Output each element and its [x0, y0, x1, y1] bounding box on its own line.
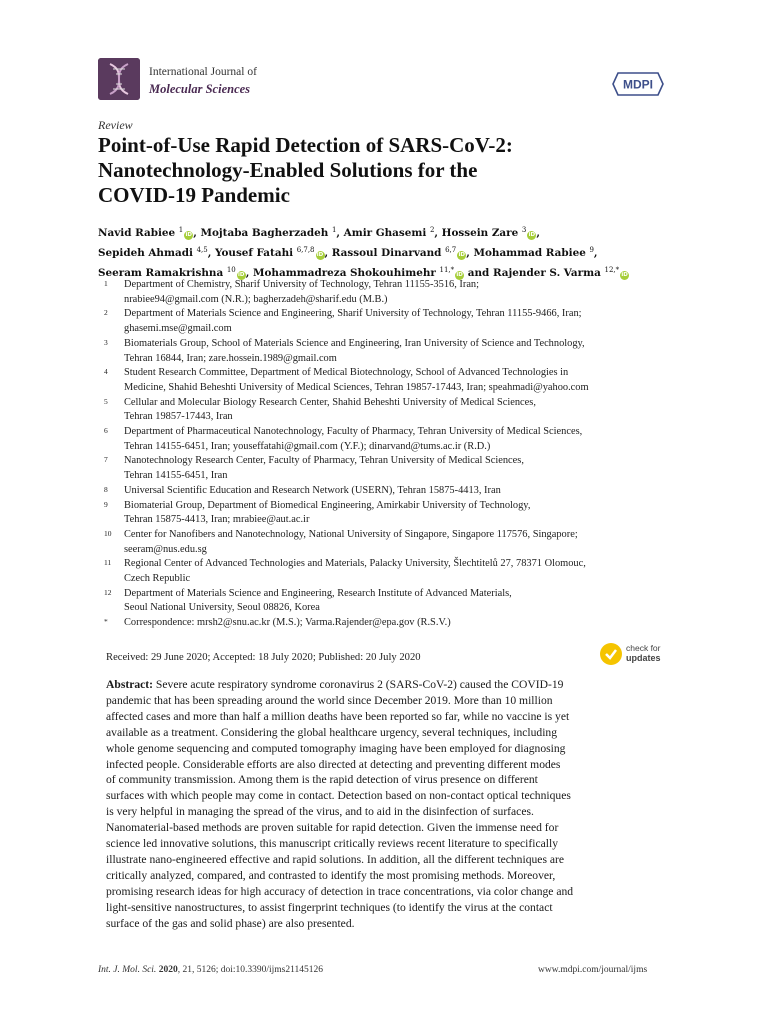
affiliation-item [104, 396, 684, 425]
affiliation-number: 3 [104, 337, 108, 347]
abstract-line: light-sensitive nanostructures, to assist fingerprint techniques (to identify the virus at the contact [106, 900, 553, 914]
affiliation-number: * [104, 617, 108, 627]
affiliation-text: Tehran 15875-4413, Iran; mrabiee@aut.ac.ir [124, 514, 310, 526]
abstract-line: critically analyzed, compared, and contrasted to identify the most promising methods. Moreover, [106, 868, 556, 882]
journal-logo [98, 58, 140, 100]
affiliation-item [104, 454, 684, 483]
title-line: Nanotechnology-Enabled Solutions for the [98, 158, 478, 182]
affiliation-text: Biomaterials Group, School of Materials Science and Engineering, Iran University of Science and Technology, [124, 337, 585, 349]
abstract-line: surface of the gas and solid phase) are also presented. [106, 916, 355, 930]
check-updates-label: check for [626, 643, 661, 653]
affiliation-item [104, 307, 684, 336]
affiliation-number: 11 [104, 558, 112, 568]
author-name: Hossein Zare [441, 227, 519, 239]
affiliation-number: 9 [104, 499, 108, 509]
article-title [98, 133, 658, 208]
orcid-icon[interactable]: iD [528, 232, 536, 238]
check-updates-label-bold: updates [626, 653, 661, 663]
affiliation-item [104, 557, 684, 586]
journal-abbreviation: Int. J. Mol. Sci. [98, 965, 157, 975]
author-list [98, 222, 678, 282]
affiliation-text: ghasemi.mse@gmail.com [124, 323, 232, 335]
author-name: Mohammad Rabiee [473, 247, 586, 259]
author-name: Rassoul Dinarvand [331, 247, 442, 259]
check-updates-icon [600, 643, 622, 665]
orcid-icon[interactable]: iD [458, 252, 465, 258]
affiliation-item [104, 528, 684, 557]
author-name: Seeram Ramakrishna [98, 267, 224, 279]
publication-dates: Received: 29 June 2020; Accepted: 18 July 2020; Published: 20 July 2020 [106, 652, 421, 663]
abstract-line: pandemic that has been spreading around the world since December 2019. More than 10 million [106, 693, 553, 707]
citation-footer [98, 965, 323, 975]
journal-name-line1: International Journal of [149, 66, 257, 78]
affiliation-text: Tehran 14155-6451, Iran; youseffatahi@gmail.com (Y.F.); dinarvand@tums.ac.ir (R.D.) [124, 440, 491, 452]
orcid-icon[interactable]: iD [185, 232, 192, 238]
abstract-line: science led innovative solutions, this manuscript critically reviews recent literature to specifically [106, 837, 559, 851]
affiliation-text: Department of Materials Science and Engineering, Research Institute of Advanced Materials, [124, 587, 512, 599]
mdpi-logo [612, 72, 664, 96]
abstract-line: of community transmission. Among them is the rapid detection of virus presence on different [106, 773, 538, 787]
journal-url-link[interactable]: www.mdpi.com/journal/ijms [538, 965, 648, 975]
affiliation-list [104, 278, 684, 631]
abstract-line: Nanomaterial-based methods are proven suitable for rapid detection. Given the immense need for [106, 821, 559, 835]
affiliation-text: Tehran 16844, Iran; zare.hossein.1989@gmail.com [124, 352, 337, 364]
affiliation-number: 8 [104, 484, 108, 494]
affiliation-item [104, 484, 684, 499]
affiliation-number: 7 [104, 455, 108, 465]
author-name: Mohammadreza Shokouhimehr [253, 267, 436, 279]
affiliation-item [104, 366, 684, 395]
author-line: Navid Rabiee $^1$iD, Mojtaba Bagherzadeh $^1$, Amir Ghasemi $^2$, Hossein Zare $^3$iD, [98, 226, 540, 239]
affiliation-text: Regional Center of Advanced Technologies and Materials, Palacky University, Šlechtitelů 27, 78371 Olomouc, [124, 558, 586, 570]
author-name: Rajender S. Varma [492, 267, 601, 279]
correspondence-text: Correspondence: mrsh2@snu.ac.kr (M.S.); Varma.Rajender@epa.gov (R.S.V.) [124, 617, 451, 629]
title-line: COVID-19 Pandemic [98, 183, 290, 207]
affiliation-text: Universal Scientific Education and Research Network (USERN), Tehran 15875-4413, Iran [124, 484, 501, 496]
affiliation-text: Seoul National University, Seoul 08826, Korea [124, 602, 320, 614]
journal-name-line2: Molecular Sciences [149, 82, 251, 96]
affiliation-item [104, 499, 684, 528]
affiliation-text: Tehran 14155-6451, Iran [124, 470, 228, 482]
mdpi-logo-icon [612, 72, 664, 96]
article-type: Review [98, 118, 133, 132]
affiliation-text: Student Research Committee, Department of Medical Biotechnology, School of Advanced Technologies in [124, 367, 569, 379]
affiliation-number: 5 [104, 396, 108, 406]
affiliation-text: Medicine, Shahid Beheshti University of Medical Sciences, Tehran 19857-17443, Iran; speahmadi@yahoo.com [124, 381, 589, 393]
affiliation-text: Tehran 19857-17443, Iran [124, 411, 233, 423]
abstract-line: promising research ideas for high accuracy of detection in trace concentrations, via color change and [106, 884, 574, 898]
citation-year: 2020 [158, 965, 178, 975]
orcid-icon[interactable]: iD [456, 272, 463, 278]
affiliation-number: 12 [104, 587, 112, 597]
affiliation-number: 2 [104, 308, 108, 318]
affiliation-item [104, 278, 684, 307]
abstract [106, 677, 670, 932]
author-line: Seeram Ramakrishna $^{10}$iD, Mohammadreza Shokouhimehr $^{11,*}$iD and Rajender S. Varma $^{12,*}$iD [98, 266, 628, 279]
affiliation-item [104, 425, 684, 454]
author-name: Sepideh Ahmadi [98, 247, 193, 259]
orcid-icon[interactable]: iD [316, 252, 324, 258]
abstract-label: Abstract: [106, 678, 154, 691]
abstract-line: whole genome sequencing and computed tomography imaging have been employed for diagnosing [106, 741, 566, 755]
author-line: Sepideh Ahmadi $^{4,5}$, Yousef Fatahi $^{6,7,8}$iD, Rassoul Dinarvand $^{6,7}$iD, Mohammad Rabiee $^9$, [98, 246, 598, 259]
affiliation-text: Department of Materials Science and Engineering, Sharif University of Technology, Tehran 11155-9466, Iran; [124, 308, 582, 320]
affiliation-text: Czech Republic [124, 573, 191, 585]
affiliation-text: nrabiee94@gmail.com (N.R.); bagherzadeh@sharif.edu (M.B.) [124, 293, 388, 305]
orcid-icon[interactable]: iD [621, 272, 628, 278]
mdpi-logo-text: MDPI [623, 77, 653, 92]
abstract-line: is very helpful in managing the spread of the virus, and to aid in the disinfection of surfaces. [106, 805, 534, 819]
author-name: Amir Ghasemi [343, 227, 427, 239]
title-line: Point-of-Use Rapid Detection of SARS-CoV-2: [98, 133, 513, 157]
author-name: Mojtaba Bagherzadeh [200, 227, 329, 239]
dna-helix-icon [98, 58, 140, 100]
affiliation-item [104, 616, 684, 631]
affiliation-number: 4 [104, 367, 108, 377]
abstract-line: Severe acute respiratory syndrome coronavirus 2 (SARS-CoV-2) caused the COVID-19 [155, 678, 564, 691]
affiliation-text: Center for Nanofibers and Nanotechnology, National University of Singapore, Singapore 117576, Singapore; [124, 528, 578, 540]
abstract-line: infected people. Considerable efforts are also directed at detecting and preventing different modes [106, 757, 561, 771]
affiliation-item [104, 587, 684, 616]
affiliation-number: 1 [104, 279, 108, 288]
abstract-line: surfaces with which people may come in contact. Detection based on non-contact optical techniques [106, 789, 571, 803]
orcid-icon[interactable]: iD [238, 272, 245, 278]
affiliation-text: Nanotechnology Research Center, Faculty of Pharmacy, Tehran University of Medical Sciences, [124, 455, 524, 467]
affiliation-text: Cellular and Molecular Biology Research Center, Shahid Beheshti University of Medical Sciences, [124, 396, 536, 408]
abstract-line: illustrate nano-engineered effective and rapid solutions. In addition, all the different techniques are [106, 852, 565, 866]
abstract-line: available as a treatment. Considering the global healthcare urgency, several techniques, including [106, 725, 558, 739]
author-name: Navid Rabiee [98, 227, 176, 239]
citation-details: , 21, 5126; doi:10.3390/ijms21145126 [177, 965, 324, 975]
author-conjunction: and [467, 267, 490, 279]
affiliation-text: seeram@nus.edu.sg [124, 543, 207, 555]
abstract-line: affected cases and more than half a million deaths have been reported so far, while no vaccine is yet [106, 709, 570, 723]
affiliation-number: 10 [104, 528, 112, 538]
affiliation-text: Biomaterial Group, Department of Biomedical Engineering, Amirkabir University of Technology, [124, 499, 531, 511]
check-for-updates-button[interactable] [600, 641, 674, 667]
affiliation-number: 6 [104, 426, 108, 436]
affiliation-text: Department of Chemistry, Sharif University of Technology, Tehran 11155-3516, Iran; [124, 279, 480, 290]
affiliation-text: Department of Pharmaceutical Nanotechnology, Faculty of Pharmacy, Tehran University of Medical Sciences, [124, 426, 583, 438]
affiliation-item [104, 337, 684, 366]
author-name: Yousef Fatahi [214, 247, 294, 259]
